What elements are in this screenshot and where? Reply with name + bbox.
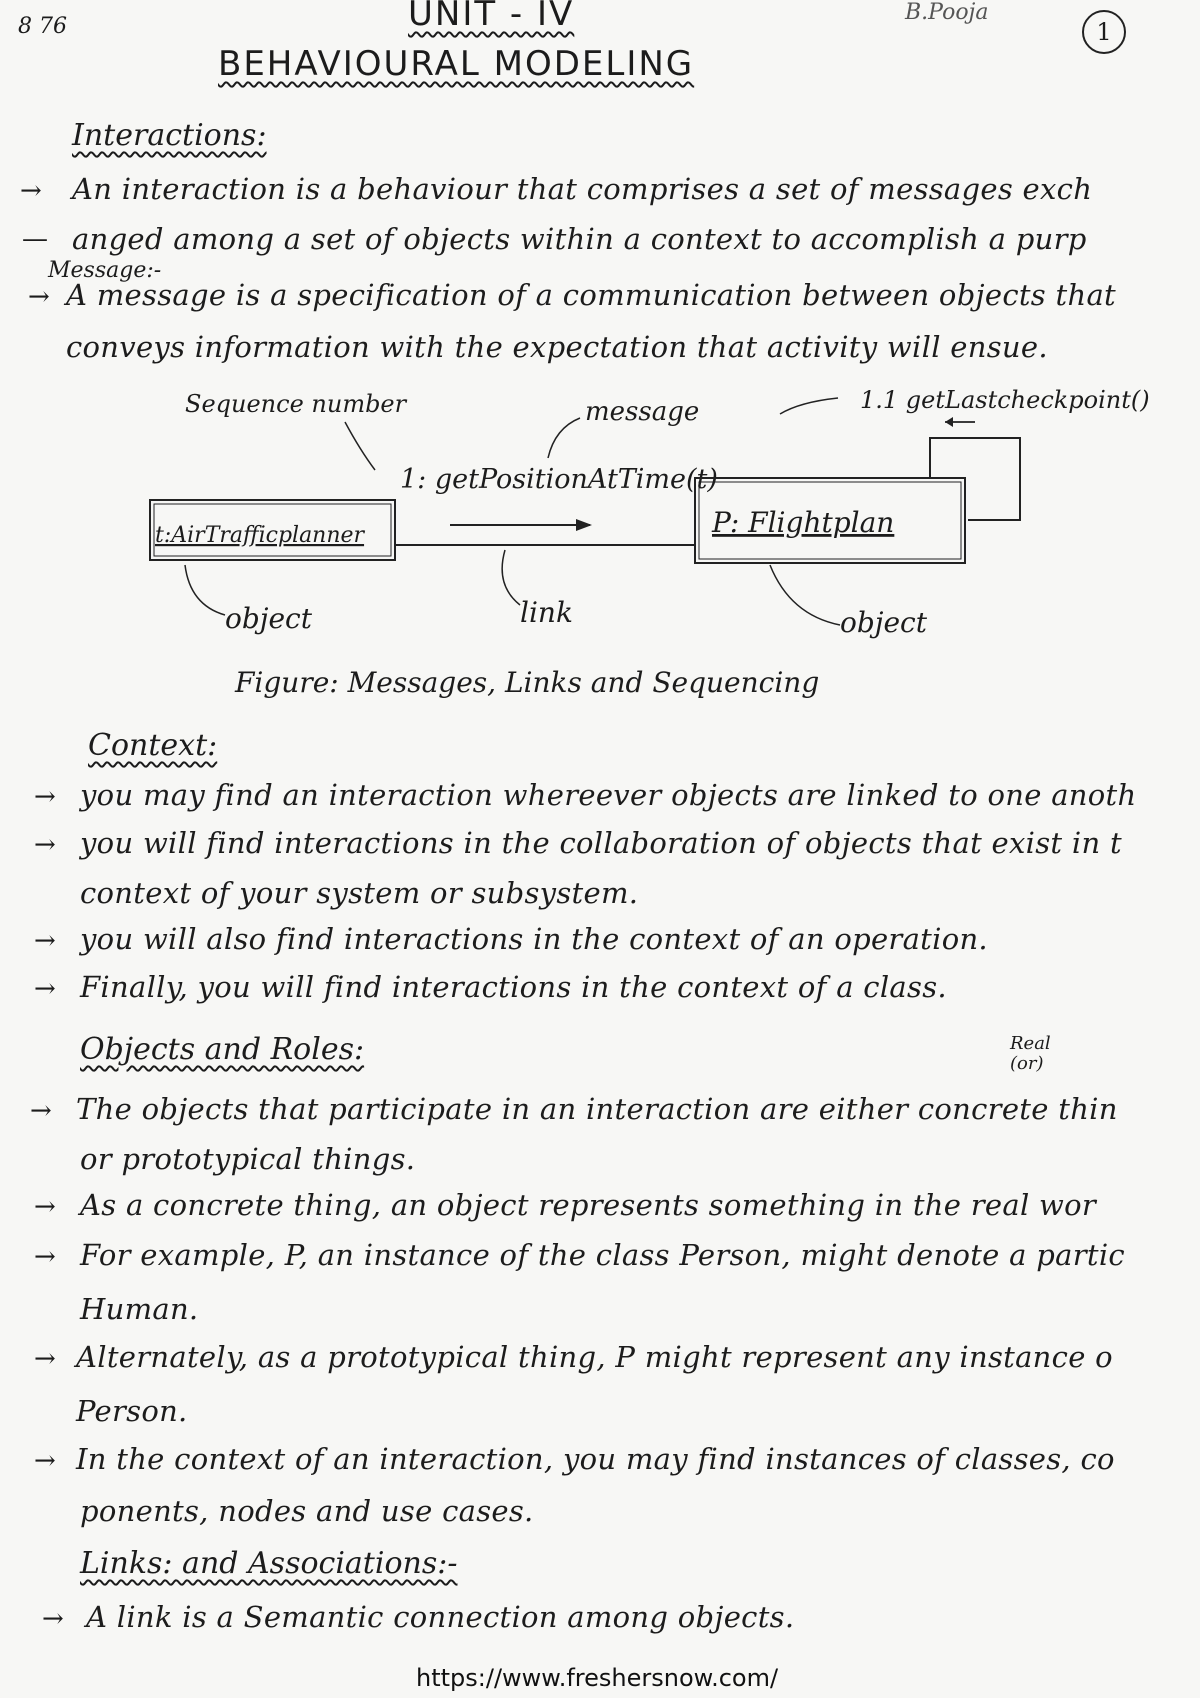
- context-line5: Finally, you will find interactions in the context of a class.: [80, 970, 947, 1004]
- objects-roles-heading: Objects and Roles:: [80, 1032, 365, 1067]
- bullet-arrow: →: [34, 974, 56, 1004]
- context-line2: you will find interactions in the collaboration of objects that exist in t: [80, 826, 1122, 860]
- bullet-arrow: →: [34, 926, 56, 956]
- bullet-arrow: →: [34, 782, 56, 812]
- bullet-arrow: →: [34, 1242, 56, 1272]
- roles-line1: The objects that participate in an interaction are either concrete thin: [76, 1092, 1118, 1126]
- object-right-name: P: Flightplan: [712, 506, 895, 539]
- roles-line2: or prototypical things.: [80, 1142, 416, 1176]
- page-number-circle: 1: [1082, 10, 1126, 54]
- pointer-sequence: [345, 422, 375, 470]
- label-sequence-number: Sequence number: [185, 390, 407, 418]
- context-heading: Context:: [88, 728, 218, 763]
- interactions-line3: A message is a specification of a communication between objects that: [66, 278, 1116, 312]
- bullet-arrow: →: [20, 176, 42, 206]
- interactions-heading: Interactions:: [72, 118, 267, 153]
- label-self-message: 1.1 getLastcheckpoint(): [860, 386, 1150, 414]
- interactions-line1: An interaction is a behaviour that comprises a set of messages exch: [72, 172, 1093, 206]
- corner-note-right: B.Pooja: [905, 0, 989, 25]
- label-object-left: object: [225, 602, 312, 635]
- page-title: BEHAVIOURAL MODELING: [218, 44, 695, 84]
- pointer-self-message: [780, 398, 838, 414]
- pointer-object-left: [185, 565, 225, 615]
- roles-line9: ponents, nodes and use cases.: [80, 1494, 534, 1528]
- links-heading: Links: and Associations:-: [80, 1546, 458, 1581]
- figure-caption: Figure: Messages, Links and Sequencing: [235, 666, 820, 699]
- context-line1: you may find an interaction whereever objects are linked to one anoth: [80, 778, 1137, 812]
- roles-line4: For example, P, an instance of the class Person, might denote a partic: [80, 1238, 1125, 1272]
- interactions-line4: conveys information with the expectation that activity will ensue.: [66, 330, 1048, 364]
- label-message: message: [585, 397, 700, 427]
- pointer-object-right: [770, 565, 840, 625]
- bullet-arrow: →: [34, 830, 56, 860]
- bullet-arrow: →: [28, 282, 50, 312]
- bullet-arrow: →: [34, 1192, 56, 1222]
- roles-line3: As a concrete thing, an object represents something in the real wor: [80, 1188, 1097, 1222]
- roles-line6: Alternately, as a prototypical thing, P might represent any instance o: [76, 1340, 1113, 1374]
- interactions-line2: anged among a set of objects within a context to accomplish a purp: [72, 222, 1087, 256]
- context-line4: you will also find interactions in the context of an operation.: [80, 922, 988, 956]
- bullet-arrow: →: [34, 1446, 56, 1476]
- context-line3: context of your system or subsystem.: [80, 876, 639, 910]
- bullet-arrow: →: [30, 1096, 52, 1126]
- links-line1: A link is a Semantic connection among objects.: [86, 1600, 795, 1634]
- annotation-real: Real (or): [1010, 1033, 1051, 1074]
- pointer-link: [502, 550, 520, 605]
- roles-line8: In the context of an interaction, you may find instances of classes, co: [76, 1442, 1115, 1476]
- object-left-name: t:AirTrafficplanner: [155, 523, 365, 548]
- roles-line5: Human.: [80, 1292, 199, 1326]
- bullet-dash: —: [22, 224, 48, 254]
- bullet-arrow: →: [42, 1604, 64, 1634]
- label-main-message: 1: getPositionAtTime(t): [400, 464, 718, 495]
- message-label: Message:-: [48, 258, 162, 283]
- pointer-message: [548, 418, 580, 458]
- label-link: link: [520, 596, 573, 629]
- collaboration-diagram: [0, 370, 1200, 700]
- corner-note-left: 8 76: [18, 14, 67, 39]
- bullet-arrow: →: [34, 1344, 56, 1374]
- roles-line7: Person.: [76, 1394, 188, 1428]
- footer-url[interactable]: https://www.freshersnow.com/: [416, 1664, 779, 1692]
- label-object-right: object: [840, 606, 927, 639]
- unit-title: UNIT - IV: [408, 0, 575, 34]
